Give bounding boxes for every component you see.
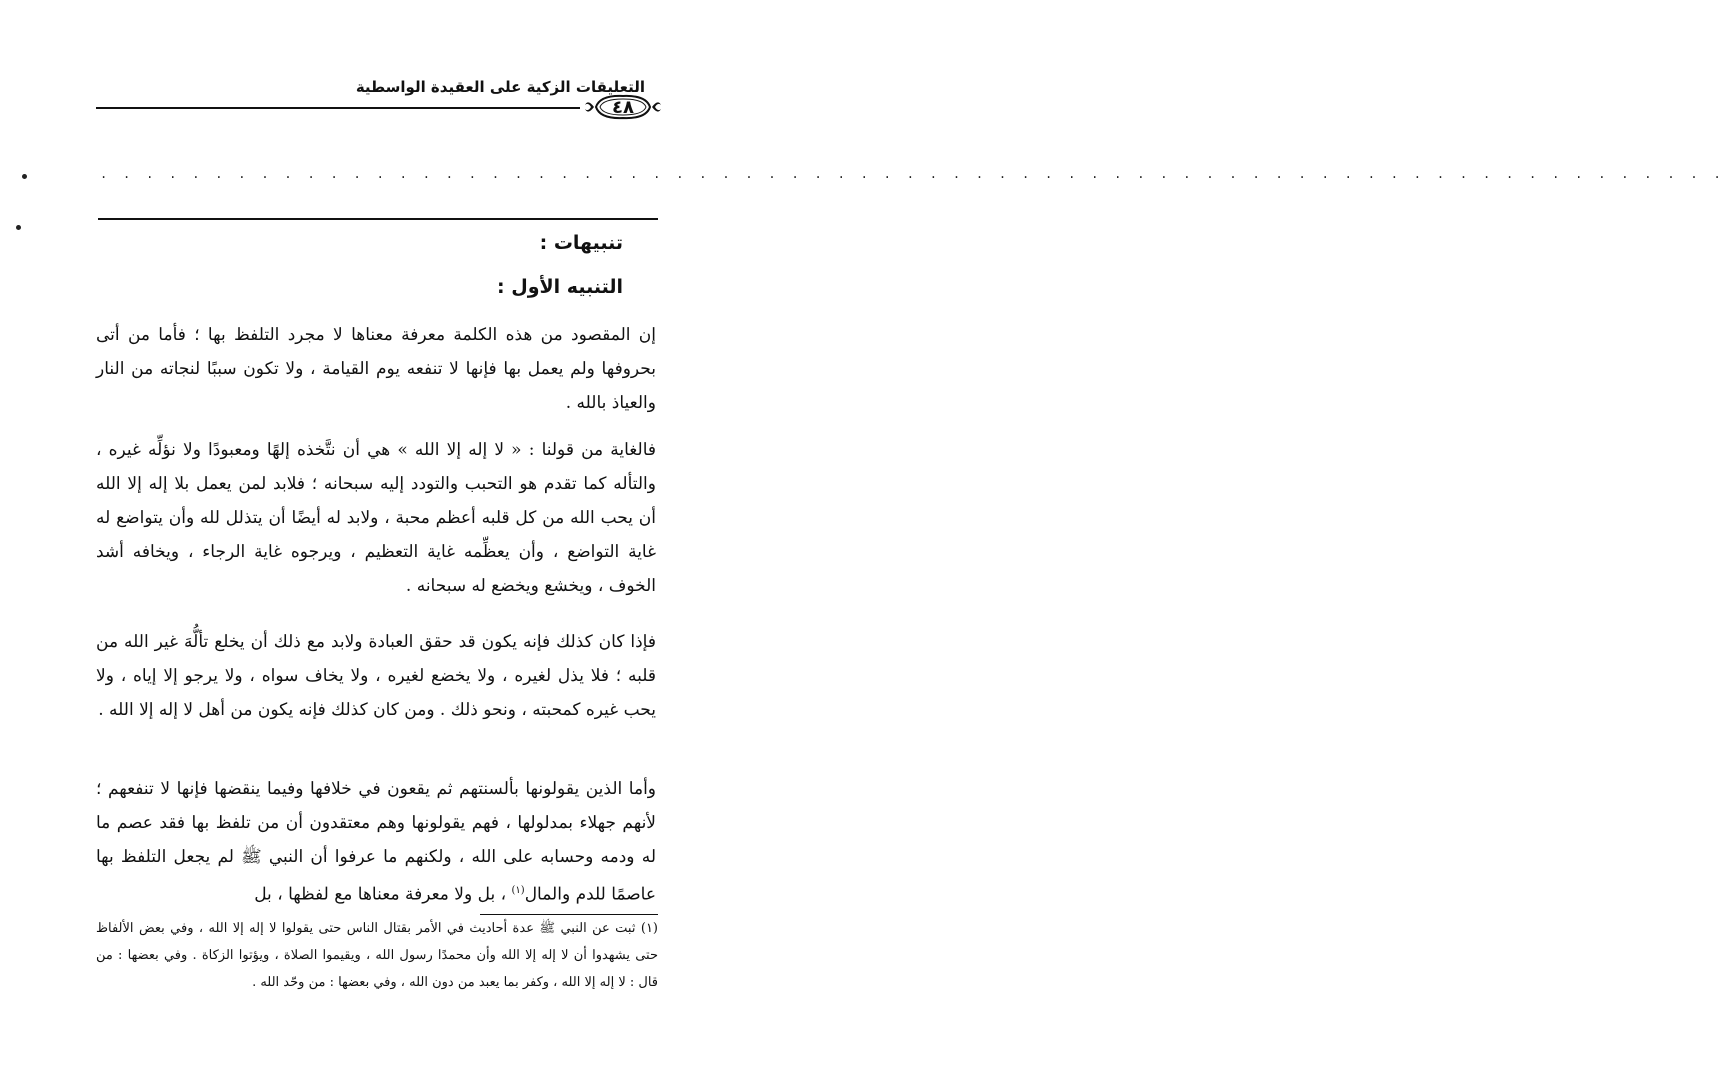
section-rule [98,218,658,220]
paragraph-3: فإذا كان كذلك فإنه يكون قد حقق العبادة ولابد مع ذلك أن يخلع تألُّهَ غير الله من قلبه ؛ فلا يذل لغيره ، ولا يخضع لغيره ، ولا يخاف سواه ، ولا يرجو إلا إياه ، ولا يحب غيره كمحبته ، ونحو ذلك . ومن كان كذلك فإنه يكون من أهل لا إله إلا الله . [96,632,656,720]
margin-mark [16,225,21,230]
paragraph-4-text: وأما الذين يقولونها بألسنتهم ثم يقعون في خلافها وفيما ينقضها فإنها لا تنفعهم ؛ لأنهم جهلاء بمدلولها ، فهم يقولونها وهم معتقدون أن من تلفظ بها فقد عصم ما له ودمه وحسابه على الله ، ولكنهم ما عرفوا أن النبي ﷺ لم يجعل التلفظ بها عاصمًا للدم والمال [96,779,656,905]
header-rule [96,107,580,109]
footnote: (١) ثبت عن النبي ﷺ عدة أحاديث في الأمر بقتال الناس حتى يقولوا لا إله إلا الله ، وفي بعض الألفاظ حتى يشهدوا أن لا إله إلا الله وأن محمدًا رسول الله ، ويقيموا الصلاة ، ويؤتوا الزكاة . وفي بعضها : من قال : لا إله إلا الله ، وكفر بما يعبد من دون الله ، وفي بعضها : من وحّد الله . [96,921,658,990]
page-number-badge [584,93,662,121]
dotted-leader: . . . . . . . . . . . . . . . . . . . . . . . . . . . . . . . . . . . . . . . . . . . . . . . . . . . . . . . . . . . . . . . . . . . . . . . [100,167,1725,181]
page-number: ٤٨ [612,96,634,118]
paragraph-4-tail: ، بل ولا معرفة معناها مع لفظها ، بل [254,884,512,905]
heading-notes: تنبيهات : [539,232,623,254]
footnote-marker: (١) [511,885,525,896]
running-header-title: التعليقات الزكية على العقيدة الواسطية [355,78,645,96]
margin-mark [22,174,27,179]
paragraph-2: فالغاية من قولنا : « لا إله إلا الله » هي أن نتَّخذه إلهًا ومعبودًا ولا نؤلِّه غيره ، والتأله كما تقدم هو التحبب والتودد إليه سبحانه ؛ فلابد لمن يعمل بلا إله إلا الله أن يحب الله من كل قلبه أعظم محبة ، ولابد له أيضًا أن يتذلل لله وأن يتواضع له غاية التواضع ، وأن يعظِّمه غاية التعظيم ، ويرجوه غاية الرجاء ، ويخافه أشد الخوف ، ويخشع ويخضع له سبحانه . [96,440,657,596]
paragraph-4 [96,772,656,912]
paragraph-1: إن المقصود من هذه الكلمة معرفة معناها لا مجرد التلفظ بها ؛ فأما من أتى بحروفها ولم يعمل بها فإنها لا تنفعه يوم القيامة ، ولا تكون سببًا لنجاته من النار والعياذ بالله . [96,325,656,413]
heading-first-note: التنبيه الأول : [497,276,623,298]
